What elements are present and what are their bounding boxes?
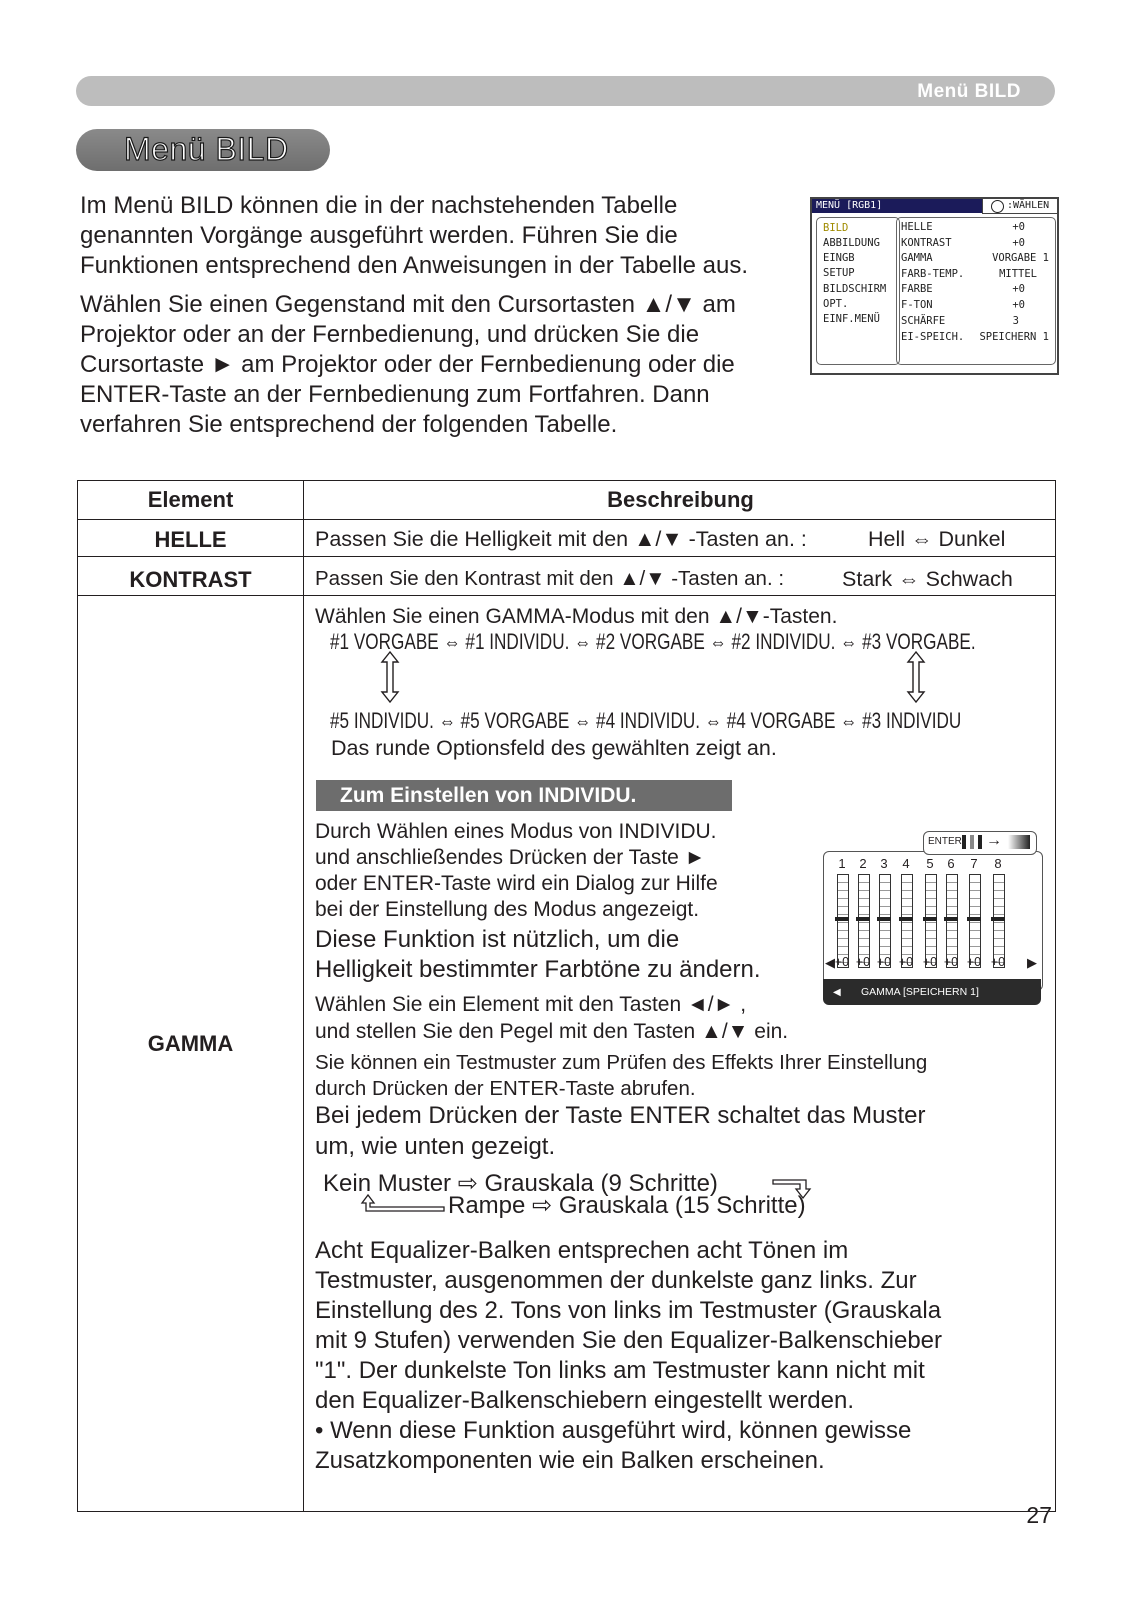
osd-setting-name: F-TON [901, 299, 933, 311]
row-divider [78, 595, 1055, 596]
eq-left-arrow-icon: ◀ [825, 955, 835, 970]
osd-title: MENÜ [RGB1] [812, 199, 982, 213]
text-line: Wählen Sie ein Element mit den Tasten ◄/► , [315, 993, 747, 1016]
osd-hint [982, 199, 1057, 214]
eq-number: 2 [859, 856, 867, 871]
element-kontrast: KONTRAST [129, 567, 252, 592]
cycle-arrow-right-icon [904, 651, 928, 703]
intro-paragraph-2 [80, 290, 810, 440]
text-line: Zusatzkomponenten wie ein Balken erscheinen. [315, 1447, 825, 1474]
subheading-individu: Zum Einstellen von INDIVIDU. [316, 780, 732, 811]
row-divider [78, 556, 1055, 557]
running-header-bar [76, 76, 1055, 106]
eq-footer-arrow-icon: ◀ [833, 987, 841, 998]
osd-setting-name: HELLE [901, 221, 933, 233]
osd-menu-item: BILDSCHIRM [823, 283, 887, 295]
text-line: • Wenn diese Funktion ausgeführt wird, können gewisse [315, 1417, 912, 1444]
eq-slider [925, 874, 937, 968]
eq-value: +0 [876, 955, 892, 969]
osd-setting-value: +0 [1012, 283, 1025, 295]
eq-slider [837, 874, 849, 968]
osd-hint-label: :WÄHLEN [1007, 200, 1050, 211]
return-arrow-left-icon [356, 1193, 446, 1213]
text-line: Einstellung des 2. Tons von links im Testmuster (Grauskala [315, 1297, 942, 1324]
page-number: 27 [1026, 1502, 1052, 1528]
text-line: Sie können ein Testmuster zum Prüfen des Effekts Ihrer Einstellung [315, 1051, 928, 1074]
osd-menu-item: OPT. [823, 298, 849, 310]
eq-slider-knob [856, 917, 870, 921]
osd-setting-value: +0 [1012, 221, 1025, 233]
text-line: Helligkeit bestimmter Farbtöne zu ändern. [315, 956, 761, 983]
intro-line: Im Menü BILD können die in der nachstehenden Tabelle [80, 192, 678, 219]
equalizer-panel [823, 851, 1043, 991]
eq-slider [993, 874, 1005, 968]
intro-line: verfahren Sie entsprechend der folgenden Tabelle. [80, 411, 618, 438]
osd-setting-name: FARB-TEMP. [901, 268, 965, 280]
eq-right-arrow-icon: ▶ [1027, 955, 1037, 970]
text-line: um, wie unten gezeigt. [315, 1133, 556, 1160]
text-line: Testmuster, ausgenommen der dunkelste ganz links. Zur [315, 1267, 917, 1294]
eq-slider-knob [899, 917, 913, 921]
text-line: bei der Einstellung des Modus angezeigt. [315, 898, 700, 921]
eq-slider [969, 874, 981, 968]
eq-enter-indicator [923, 831, 1037, 855]
intro-line: genannten Vorgänge ausgeführt werden. Führen Sie die [80, 222, 678, 249]
kontrast-description: Passen Sie den Kontrast mit den ▲/▼ -Tasten an. : [315, 567, 785, 590]
eq-number: 7 [970, 856, 978, 871]
text-line: Bei jedem Drücken der Taste ENTER schaltet das Muster [315, 1102, 926, 1129]
select-key-icon [991, 200, 1004, 213]
eq-value: +0 [966, 955, 982, 969]
eq-enter-label: ENTER [928, 836, 962, 847]
eq-slider-knob [835, 917, 849, 921]
text-line: mit 9 Stufen) verwenden Sie den Equalizer-Balkenschieber [315, 1327, 943, 1354]
gamma-cycle-bottom: #5 INDIVIDU. ⇔ #5 VORGABE ⇔ #4 INDIVIDU. ⇔ #4 VORGABE ⇔ #3 INDIVIDU [330, 708, 962, 733]
eq-slider-knob [991, 917, 1005, 921]
eq-slider [901, 874, 913, 968]
eq-number: 4 [902, 856, 910, 871]
arrow-right-icon: → [986, 832, 1002, 849]
gamma-radio-note: Das runde Optionsfeld des gewählten zeigt an. [331, 736, 777, 760]
eq-number: 5 [926, 856, 934, 871]
osd-settings-list [896, 217, 1056, 365]
header-divider [78, 519, 1055, 520]
column-divider [303, 481, 304, 1511]
osd-menu-screenshot [810, 197, 1059, 375]
eq-value: +0 [834, 955, 850, 969]
text-line: und anschließendes Drücken der Taste ► [315, 846, 706, 869]
osd-setting-value: VORGABE 1 [992, 252, 1049, 264]
column-header-element: Element [147, 487, 234, 512]
osd-setting-value: +0 [1012, 299, 1025, 311]
cycle-arrow-left-icon [378, 651, 402, 703]
eq-slider-knob [877, 917, 891, 921]
text-line: "1". Der dunkelste Ton links am Testmuster kann nicht mit [315, 1357, 925, 1384]
ramp-pattern-icon [1008, 835, 1030, 849]
eq-slider-knob [967, 917, 981, 921]
eq-value: +0 [855, 955, 871, 969]
osd-menu-item: ABBILDUNG [823, 237, 880, 249]
text-line: oder ENTER-Taste wird ein Dialog zur Hilfe [315, 872, 718, 895]
osd-setting-name: FARBE [901, 283, 933, 295]
osd-menu-item: EINGB [823, 252, 855, 264]
osd-setting-name: EI-SPEICH. [901, 331, 965, 343]
helle-description: Passen Sie die Helligkeit mit den ▲/▼ -Tasten an. : [315, 527, 807, 551]
gamma-cycle-top: #1 VORGABE ⇔ #1 INDIVIDU. ⇔ #2 VORGABE ⇔ #2 INDIVIDU. ⇔ #3 VORGABE. [330, 629, 976, 654]
text-line: Durch Wählen eines Modus von INDIVIDU. [315, 820, 717, 843]
intro-line: ENTER-Taste an der Fernbedienung zum Fortfahren. Dann [80, 381, 710, 408]
eq-number: 6 [947, 856, 955, 871]
text-line: Diese Funktion ist nützlich, um die [315, 926, 680, 953]
column-header-description: Beschreibung [607, 487, 754, 512]
intro-line: Projektor oder an der Fernbedienung, und drücken Sie die [80, 321, 700, 348]
gamma-intro: Wählen Sie einen GAMMA-Modus mit den ▲/▼-Tasten. [315, 605, 838, 628]
eq-value: +0 [943, 955, 959, 969]
helle-range: Hell ⇔ Dunkel [868, 527, 1006, 551]
eq-value: +0 [990, 955, 1006, 969]
element-helle: HELLE [154, 527, 227, 552]
eq-slider [879, 874, 891, 968]
gamma-equalizer-dialog [823, 831, 1041, 1006]
eq-footer-label: GAMMA [SPEICHERN 1] [861, 986, 979, 998]
eq-number: 8 [994, 856, 1002, 871]
eq-footer [823, 979, 1041, 1005]
intro-line: Cursortaste ► am Projektor oder der Fernbedienung oder die [80, 351, 735, 378]
eq-slider [946, 874, 958, 968]
text-line: durch Drücken der ENTER-Taste abrufen. [315, 1077, 696, 1100]
eq-value: +0 [922, 955, 938, 969]
eq-slider-knob [944, 917, 958, 921]
pattern-sequence-2: Rampe ⇨ Grauskala (15 Schritte) [448, 1192, 806, 1219]
section-title: Menü BILD [124, 131, 289, 167]
eq-value: +0 [898, 955, 914, 969]
osd-setting-value: SPEICHERN 1 [979, 331, 1049, 343]
pattern-sequence-1: Kein Muster ⇨ Grauskala (9 Schritte) [323, 1170, 718, 1197]
osd-menu-item: EINF.MENÜ [823, 313, 880, 325]
element-gamma: GAMMA [147, 1031, 234, 1056]
osd-setting-name: KONTRAST [901, 237, 952, 249]
eq-number: 3 [880, 856, 888, 871]
running-header-label: Menü BILD [917, 81, 1021, 102]
function-table [77, 480, 1056, 1512]
osd-menu-item: SETUP [823, 267, 855, 279]
text-line: Acht Equalizer-Balken entsprechen acht Tönen im [315, 1237, 849, 1264]
osd-menu-list [816, 217, 900, 365]
eq-number: 1 [838, 856, 846, 871]
section-title-pill [76, 129, 330, 171]
osd-setting-value: 3 [1012, 315, 1019, 327]
osd-setting-name: SCHÄRFE [901, 315, 946, 327]
osd-setting-value: +0 [1012, 237, 1025, 249]
osd-setting-name: GAMMA [901, 252, 933, 264]
text-line: den Equalizer-Balkenschiebern eingestellt werden. [315, 1387, 854, 1414]
text-line: und stellen Sie den Pegel mit den Tasten ▲/▼ ein. [315, 1020, 789, 1043]
osd-setting-value: MITTEL [999, 268, 1037, 280]
intro-line: Wählen Sie einen Gegenstand mit den Cursortasten ▲/▼ am [80, 291, 736, 318]
osd-menu-item: BILD [823, 222, 849, 234]
eq-slider-knob [923, 917, 937, 921]
eq-slider [858, 874, 870, 968]
gray-pattern-icon [962, 835, 982, 849]
kontrast-range: Stark ⇔ Schwach [842, 567, 1013, 591]
intro-line: Funktionen entsprechend den Anweisungen in der Tabelle aus. [80, 252, 749, 279]
intro-paragraph-1 [80, 191, 810, 281]
